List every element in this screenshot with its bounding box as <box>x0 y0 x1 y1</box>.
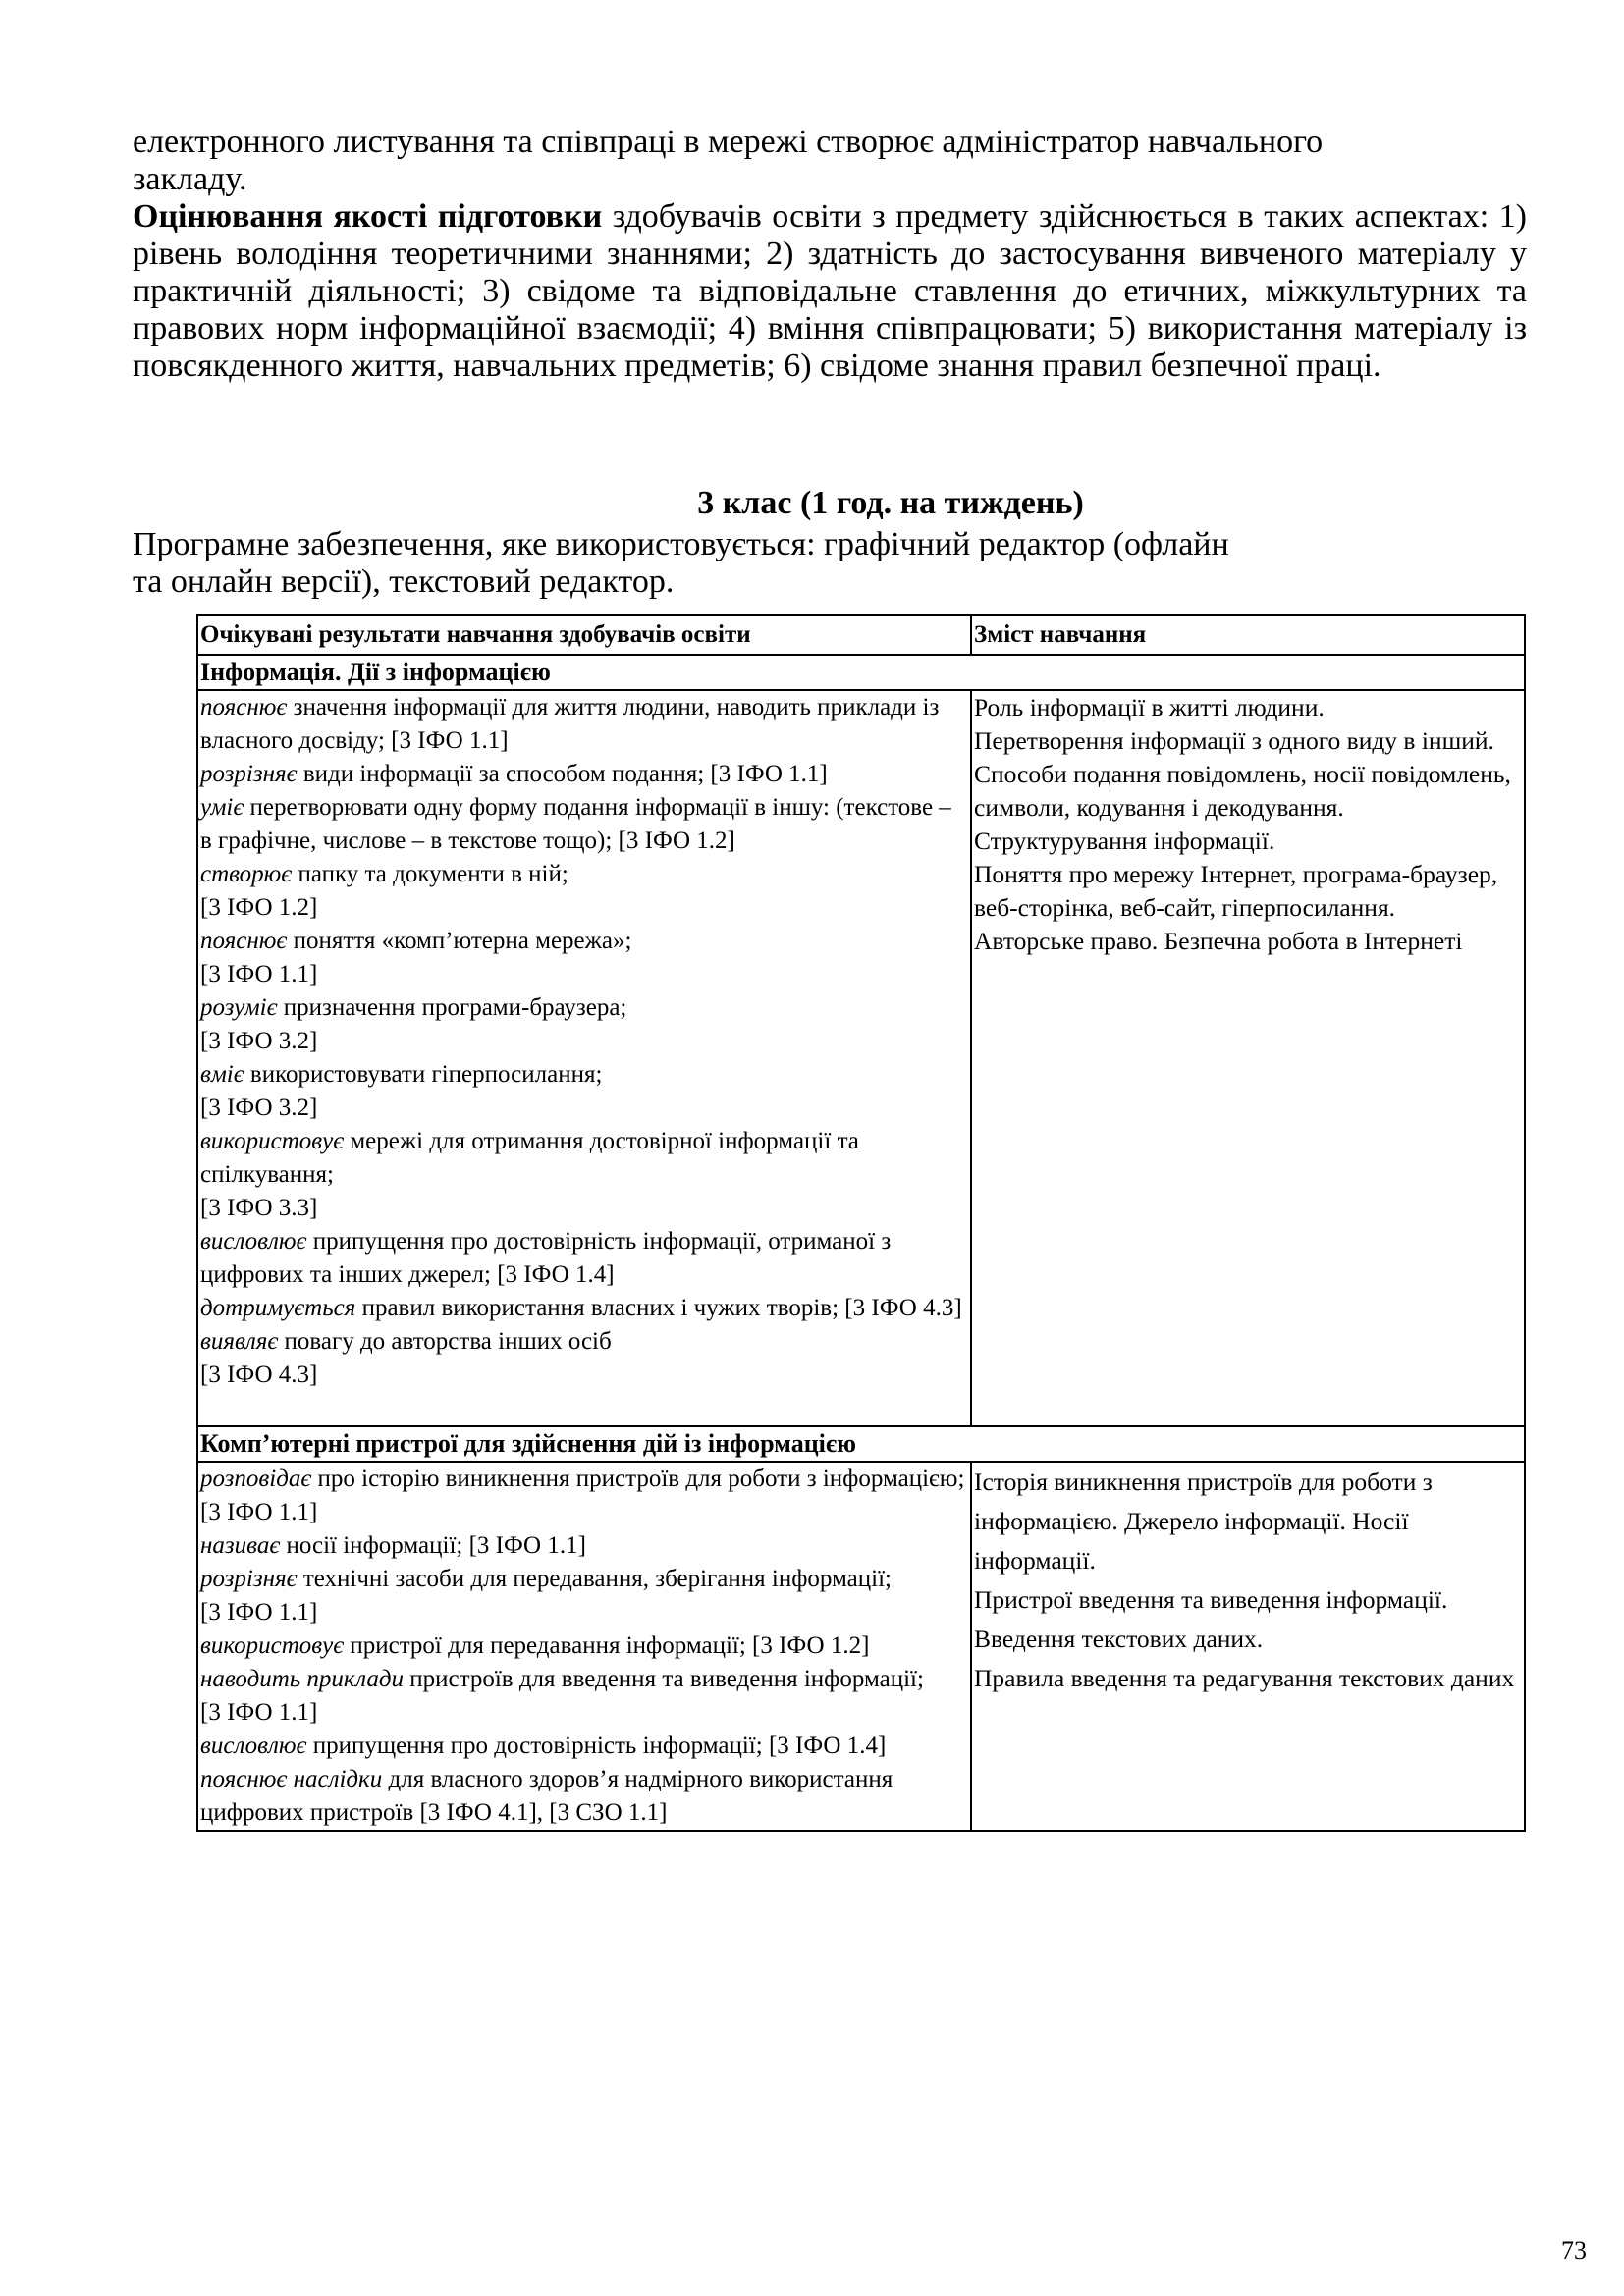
header-outcomes: Очікувані результати навчання здобувачів освіти <box>197 615 971 655</box>
table-row <box>197 690 1525 1426</box>
content-item: Авторське право. Безпечна робота в Інтернеті <box>974 927 1463 955</box>
outcome-code: [3 ІФО 3.2] <box>200 1028 318 1054</box>
outcomes-cell <box>197 690 971 1426</box>
outcome-code: [3 ІФО 1.2] <box>200 894 318 921</box>
header-content: Зміст навчання <box>971 615 1525 655</box>
outcomes-cell <box>197 1462 971 1831</box>
outcome-item: використовує мережі для отримання достовірної інформації та спілкування; [3 ІФО 3.3] <box>200 1128 859 1221</box>
intro-paragraph <box>133 124 1527 198</box>
section-title: Комп’ютерні пристрої для здійснення дій із інформацією <box>197 1426 1525 1462</box>
outcome-code: [3 ІФО 4.3] <box>200 1362 318 1388</box>
outcome-code: [3 ІФО 1.1] <box>200 961 318 988</box>
outcome-item: висловлює припущення про достовірність інформації, отриманої з цифрових та інших джерел; [3 ІФО 1.4] <box>200 1228 892 1288</box>
table-row <box>197 1462 1525 1831</box>
software-line-1: Програмне забезпечення, яке використовується: графічний редактор (офлайн <box>133 526 1229 562</box>
outcome-item: розрізняє види інформації за способом подання; [3 ІФО 1.1] <box>200 761 828 787</box>
outcome-item: пояснює поняття «комп’ютерна мережа»; [3 ІФО 1.1] <box>200 928 632 988</box>
intro-block <box>133 124 1527 385</box>
assessment-bold-lead: Оцінювання якості підготовки <box>133 198 603 235</box>
outcome-item: виявляє повагу до авторства інших осіб [3 ІФО 4.3] <box>200 1328 612 1388</box>
outcome-item: створює папку та документи в ній; [3 ІФО 1.2] <box>200 861 568 921</box>
software-note <box>133 526 1409 601</box>
outcome-item: дотримується правил використання власних і чужих творів; [3 ІФО 4.3] <box>200 1295 962 1321</box>
outcome-code: [3 ІФО 3.3] <box>200 1195 318 1221</box>
content-cell <box>971 1462 1525 1831</box>
content-item: Пристрої введення та виведення інформації. <box>974 1585 1448 1614</box>
content-item: Введення текстових даних. <box>974 1625 1264 1653</box>
outcome-code: [3 ІФО 1.1] <box>200 1599 318 1626</box>
software-line-2: та онлайн версії), текстовий редактор. <box>133 563 675 600</box>
content-item: Перетворення інформації з одного виду в інший. Способи подання повідомлень, носії повідомлень, символи, кодування і декодування. Структурування інформації. <box>974 726 1511 855</box>
outcome-code: [3 ІФО 1.1] <box>200 1699 318 1726</box>
class-heading: 3 клас (1 год. на тиждень) <box>697 485 1084 521</box>
intro-line-2: закладу. <box>133 161 247 197</box>
section-title: Інформація. Дії з інформацією <box>197 655 1525 690</box>
outcome-item: пояснює наслідки для власного здоров’я надмірного використання цифрових пристроїв [3 ІФО 4.1], [3 СЗО 1.1] <box>200 1766 893 1826</box>
outcome-item: називає носії інформації; [3 ІФО 1.1] <box>200 1532 586 1559</box>
outcome-item: уміє перетворювати одну форму подання інформації в іншу: (текстове – в графічне, числове – в текстове тощо); [3 ІФО 1.2] <box>200 794 951 854</box>
outcome-item: наводить приклади пристроїв для введення та виведення інформації; [3 ІФО 1.1] <box>200 1666 924 1726</box>
curriculum-table <box>196 614 1526 1832</box>
content-cell <box>971 690 1525 1426</box>
assessment-text: здобувачів освіти з предмету здійснюється в таких аспектах: 1) рівень володіння теоретичними знаннями; 2) здатність до застосування вивченого матеріалу у практичній діяльності; 3) свідоме та відповідальне ставлення до етичних, міжкультурних та правових норм інформаційної взаємодії; 4) вміння співпрацювати; 5) використання матеріалу із повсякденного життя, навчальних предметів; 6) свідоме знання правил безпечної праці. <box>133 198 1527 384</box>
table-header-row <box>197 615 1525 655</box>
outcome-item: висловлює припущення про достовірність інформації; [3 ІФО 1.4] <box>200 1733 887 1759</box>
section-title-row <box>197 1426 1525 1462</box>
content-item: Поняття про мережу Інтернет, програма-браузер, веб-сторінка, веб-сайт, гіперпосилання. <box>974 860 1498 922</box>
content-item: Роль інформації в житті людини. <box>974 693 1325 721</box>
outcome-item: вміє використовувати гіперпосилання; [3 ІФО 3.2] <box>200 1061 603 1121</box>
content-item: Історія виникнення пристроїв для роботи з інформацією. Джерело інформації. Носії інформації. <box>974 1468 1433 1575</box>
outcome-item: розрізняє технічні засоби для передавання, зберігання інформації; [3 ІФО 1.1] <box>200 1566 892 1626</box>
outcome-item: використовує пристрої для передавання інформації; [3 ІФО 1.2] <box>200 1632 870 1659</box>
outcome-item: розповідає про історію виникнення пристроїв для роботи з інформацією; [3 ІФО 1.1] <box>200 1466 965 1525</box>
outcome-item: пояснює значення інформації для життя людини, наводить приклади із власного досвіду; [3 ІФО 1.1] <box>200 694 940 754</box>
outcome-code: [3 ІФО 3.2] <box>200 1095 318 1121</box>
outcome-item: розуміє призначення програми-браузера; [3 ІФО 3.2] <box>200 994 627 1054</box>
intro-line-1: електронного листування та співпраці в мережі створює адміністратор навчального <box>133 124 1324 160</box>
content-item: Правила введення та редагування текстових даних <box>974 1664 1515 1692</box>
cell-spacer <box>200 1392 968 1425</box>
assessment-paragraph <box>133 198 1527 385</box>
page-number: 73 <box>1561 2236 1587 2265</box>
section-title-row <box>197 655 1525 690</box>
